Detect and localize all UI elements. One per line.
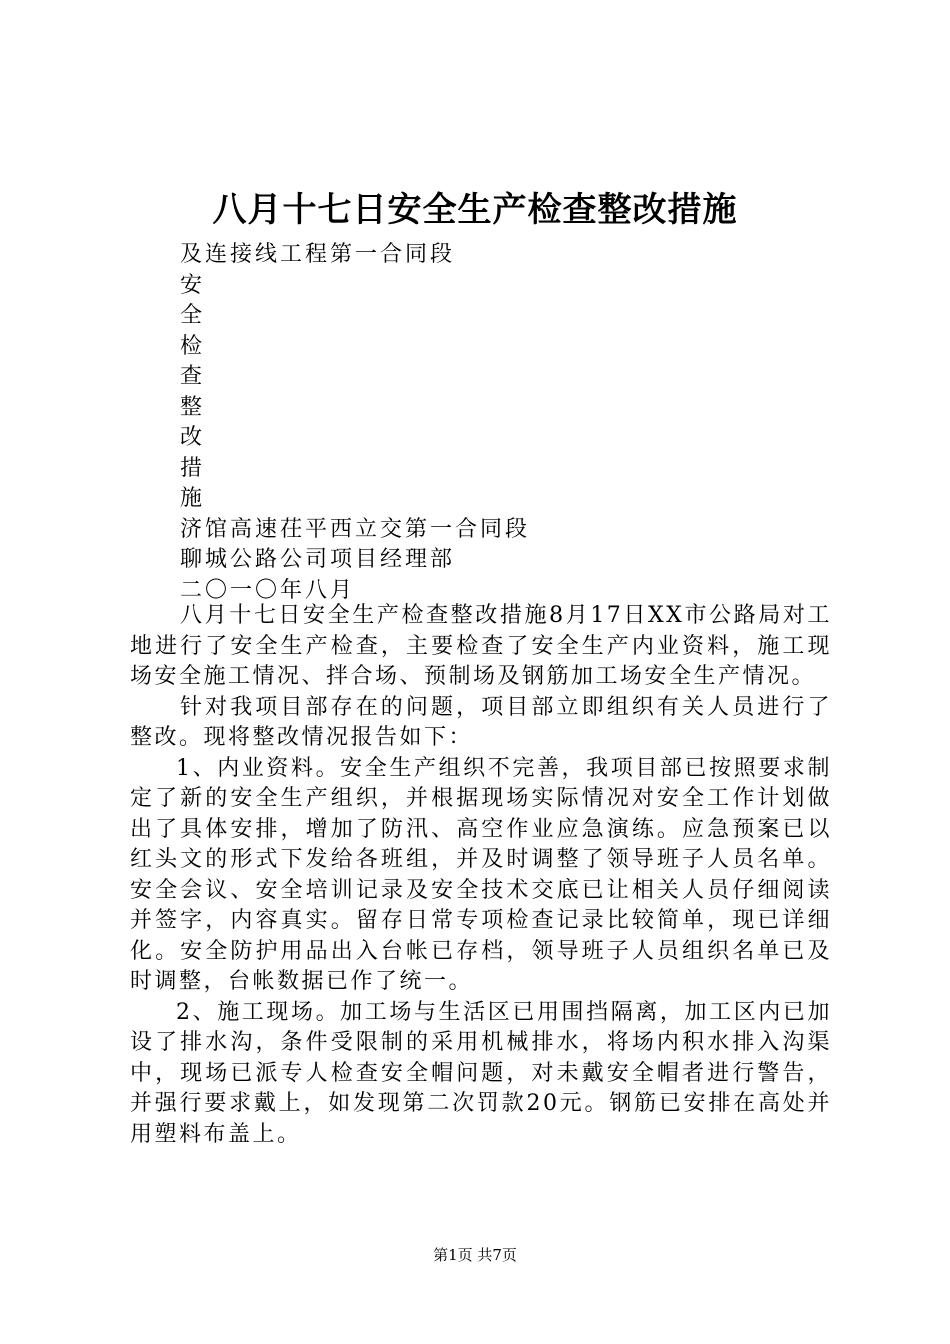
cover-line: 及连接线工程第一合同段 bbox=[180, 242, 456, 267]
cover-line: 整 bbox=[180, 394, 206, 420]
cover-line: 聊城公路公司项目经理部 bbox=[180, 547, 456, 572]
cover-line: 施 bbox=[180, 486, 206, 511]
cover-line: 措 bbox=[180, 455, 206, 481]
paragraph-response: 针对我项目部存在的问题，项目部立即组织有关人员进行了整改。现将整改情况报告如下： bbox=[130, 694, 832, 750]
document-title: 八月十七日安全生产检查整改措施 bbox=[212, 190, 738, 230]
cover-block bbox=[180, 240, 530, 606]
page-footer: 第1页 共7页 bbox=[433, 1246, 517, 1264]
cover-date: 二〇一〇年八月 bbox=[180, 577, 356, 603]
cover-line: 检 bbox=[180, 333, 206, 359]
cover-line: 全 bbox=[180, 303, 206, 328]
cover-line: 改 bbox=[180, 425, 206, 450]
paragraph-intro: 八月十七日安全生产检查整改措施8月17日XX市公路局对工地进行了安全生产检查，主要检查了安全生产内业资料，施工现场安全施工情况、拌合场、预制场及钢筋加工场安全生产情况。 bbox=[130, 603, 832, 689]
cover-line: 济馆高速茌平西立交第一合同段 bbox=[180, 516, 531, 542]
paragraph-item-2: 2、施工现场。加工场与生活区已用围挡隔离，加工区内已加设了排水沟，条件受限制的采用机械排水，将场内积水排入沟渠中，现场已派专人检查安全帽问题，对未戴安全帽者进行警告，并强行要求戴上，如发现第二次罚款20元。钢筋已安排在高处并用塑料布盖上。 bbox=[130, 999, 832, 1147]
cover-line: 安 bbox=[180, 272, 206, 298]
body-text bbox=[130, 601, 832, 1150]
cover-line: 查 bbox=[180, 364, 206, 389]
paragraph-item-1: 1、内业资料。安全生产组织不完善，我项目部已按照要求制定了新的安全生产组织，并根据现场实际情况对安全工作计划做出了具体安排，增加了防汛、高空作业应急演练。应急预案已以红头文的形式下发给各班组，并及时调整了领导班子人员名单。安全会议、安全培训记录及安全技术交底已让相关人员仔细阅读并签字，内容真实。留存日常专项检查记录比较简单，现已详细化。安全防护用品出入台帐已存档，领导班子人员组织名单已及时调整，台帐数据已作了统一。 bbox=[130, 755, 832, 994]
